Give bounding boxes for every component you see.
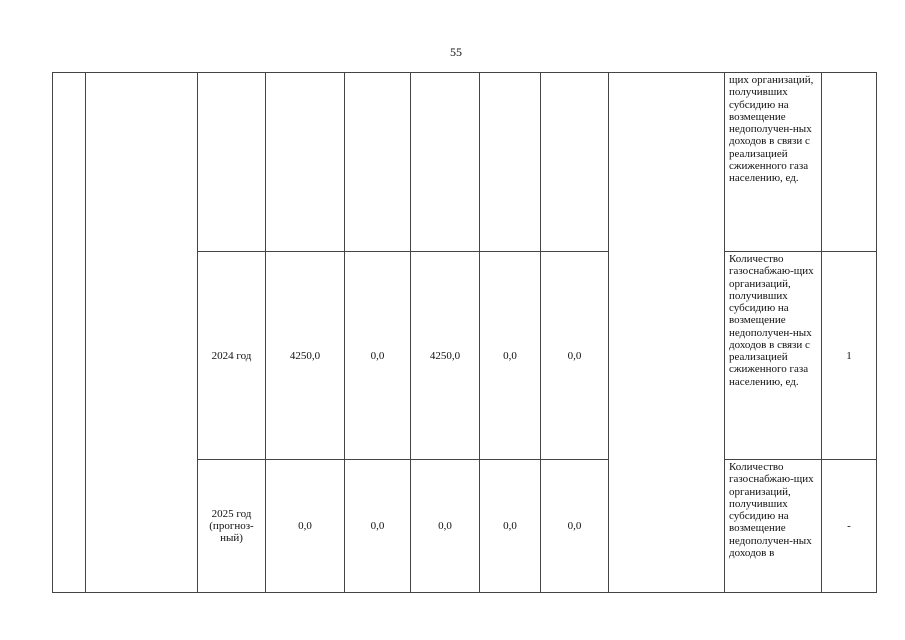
federal-budget-cell: 0,0: [345, 252, 411, 460]
total-cell: 0,0: [266, 460, 345, 593]
year-cell: [198, 73, 266, 252]
regional-budget-cell: [411, 73, 480, 252]
regional-budget-cell: 0,0: [411, 460, 480, 593]
indicator-value-cell: [822, 73, 877, 252]
year-cell: 2025 год (прогноз-ный): [198, 460, 266, 593]
federal-budget-cell: 0,0: [345, 460, 411, 593]
table-row: [53, 73, 877, 252]
indicator-text: щих организаций, получивших субсидию на возмещение недополучен-ных доходов в связи с реализацией сжиженного газа населению, ед.: [729, 74, 814, 184]
page-number: 55: [450, 45, 462, 59]
regional-budget-cell: 4250,0: [411, 252, 480, 460]
other-sources-cell: 0,0: [541, 252, 609, 460]
total-cell: [266, 73, 345, 252]
local-budget-cell: 0,0: [480, 460, 541, 593]
total-cell: 4250,0: [266, 252, 345, 460]
budget-table: [52, 72, 877, 593]
indicator-text: Количество газоснабжаю-щих организаций, получивших субсидию на возмещение недополучен-ных доходов в связи с реализацией сжиженного газа населению, ед.: [729, 253, 814, 388]
local-budget-cell: [480, 73, 541, 252]
indicator-cell: [725, 73, 822, 252]
executor-cell: [609, 73, 725, 593]
federal-budget-cell: [345, 73, 411, 252]
local-budget-cell: 0,0: [480, 252, 541, 460]
row-number-cell: [53, 73, 86, 593]
indicator-text: Количество газоснабжаю-щих организаций, получивших субсидию на возмещение недополучен-ных доходов в: [729, 461, 814, 559]
indicator-cell: [725, 252, 822, 460]
indicator-value-cell: 1: [822, 252, 877, 460]
other-sources-cell: 0,0: [541, 460, 609, 593]
year-cell: 2024 год: [198, 252, 266, 460]
indicator-value-cell: -: [822, 460, 877, 593]
measure-name-cell: [86, 73, 198, 593]
other-sources-cell: [541, 73, 609, 252]
indicator-cell: [725, 460, 822, 593]
